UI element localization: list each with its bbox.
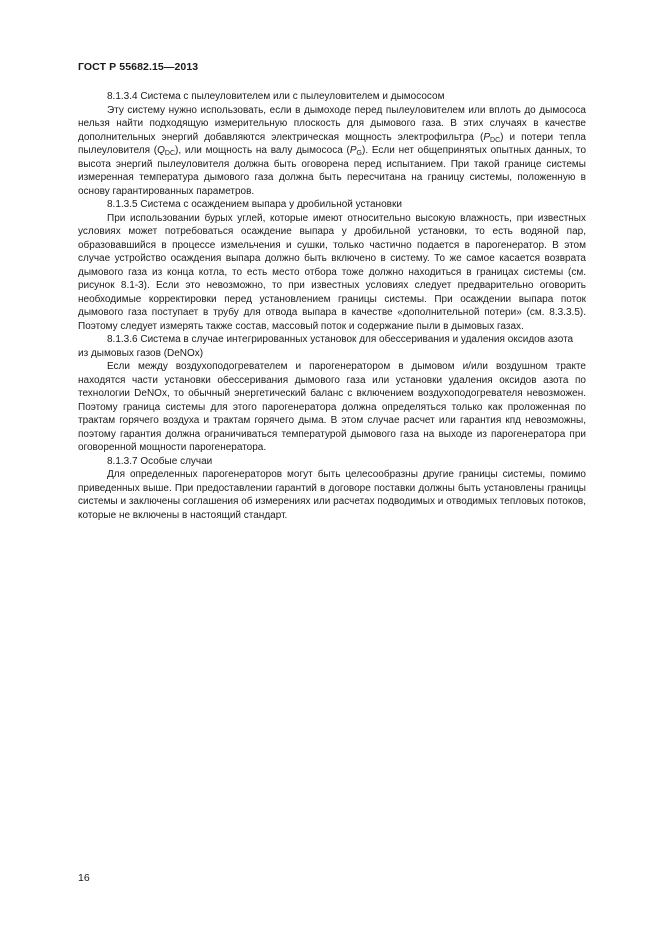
document-header: ГОСТ Р 55682.15—2013 xyxy=(78,61,199,73)
paragraph-vapor-deposition: При использовании бурых углей, которые имеют относительно высокую влажность, при известных условиях может потребоваться осаждение выпара у дробильной установки, то есть водяной пар, образовавшийся в процессе измельчения и сушки, только частично подается в парогенератор. В этом случае устройство осаждения выпара должно быть включено в систему. То же самое касается возврата дымового газа из конца котла, то есть место отбора тоже должно находиться в границах системы (см. рисунок 8.1-3). Если это невозможно, то при известных условиях следует предварительно оговорить необходимые корректировки перед установлением границы системы. При осаждении выпара поток дымового газа поступает в трубу для отвода выпара в качестве «дополнительной потери» (см. 8.3.3.5). Поэтому следует измерять также состав, массовый поток и содержание пыли в дымовых газах. xyxy=(78,212,586,332)
symbol-p: P xyxy=(349,145,357,156)
section-heading-8-1-3-4: 8.1.3.4 Система с пылеуловителем или с пылеуловителем и дымососом xyxy=(107,91,445,102)
text-run: ). Если нет общепринятых опытных данных, то высота энергий пылеуловителя должна быть оговорена перед испытанием. При такой границе системы измеренная температура дымового газа должна быть пересчитана на границу системы, положенную в основу гарантированных параметров. xyxy=(78,145,587,197)
symbol-q: Q xyxy=(157,145,165,156)
text-run: Эту систему нужно использовать, если в дымоходе перед пылеуловителем или вплоть до дымососа нельзя найти подходящую измерительную плоскость для дымового газа. В этих случаях в качестве дополнительных энергий добавляются электрическая мощность электрофильтра ( xyxy=(78,104,586,143)
subscript-dc: DC xyxy=(164,150,176,157)
section-heading-8-1-3-7: 8.1.3.7 Особые случаи xyxy=(107,455,213,467)
subscript-dc: DC xyxy=(490,136,501,144)
symbol-p: P xyxy=(483,131,491,143)
section-heading-8-1-3-5: 8.1.3.5 Система с осаждением выпара у дробильной установки xyxy=(107,199,402,210)
subscript-g: G xyxy=(356,150,362,157)
page-number: 16 xyxy=(78,872,90,884)
text-run: ) и потери тепла пылеуловителя ( xyxy=(78,131,586,156)
document-body xyxy=(78,90,586,522)
text-run: ), или мощность на валу дымососа ( xyxy=(175,145,350,156)
paragraph-denox: Если между воздухоподогревателем и парогенератором в дымовом и/или воздушном тракте находятся части установки обессеривания дымового газа или установки удаления оксидов азота по технологии DeNOx, то обычный энергетический баланс с включением воздухоподогревателя невозможен. Поэтому граница системы для этого парогенератора должна определяться только как проложенная по трактам горячего воздуха и трактам горячего дыма. В этом случае расчет или гарантия кпд невозможны, поэтому гарантия должна ограничиваться температурой дымового газа на выходе из парогенератора при оговоренной мощности парогенератора. xyxy=(78,361,586,453)
section-heading-8-1-3-6: 8.1.3.6 Система в случае интегрированных установок для обессеривания и удаления оксидов азота из дымовых газов (DeNOx) xyxy=(78,334,574,359)
paragraph-special-cases: Для определенных парогенераторов могут быть целесообразны другие границы системы, помимо приведенных выше. При предоставлении гарантий в договоре поставки должны быть установлены границы системы и заключены соглашения об измерениях или расчетах подводимых и отводимых тепловых потоков, которые не включены в настоящий стандарт. xyxy=(78,469,586,521)
paragraph-dust-collector xyxy=(78,104,586,199)
